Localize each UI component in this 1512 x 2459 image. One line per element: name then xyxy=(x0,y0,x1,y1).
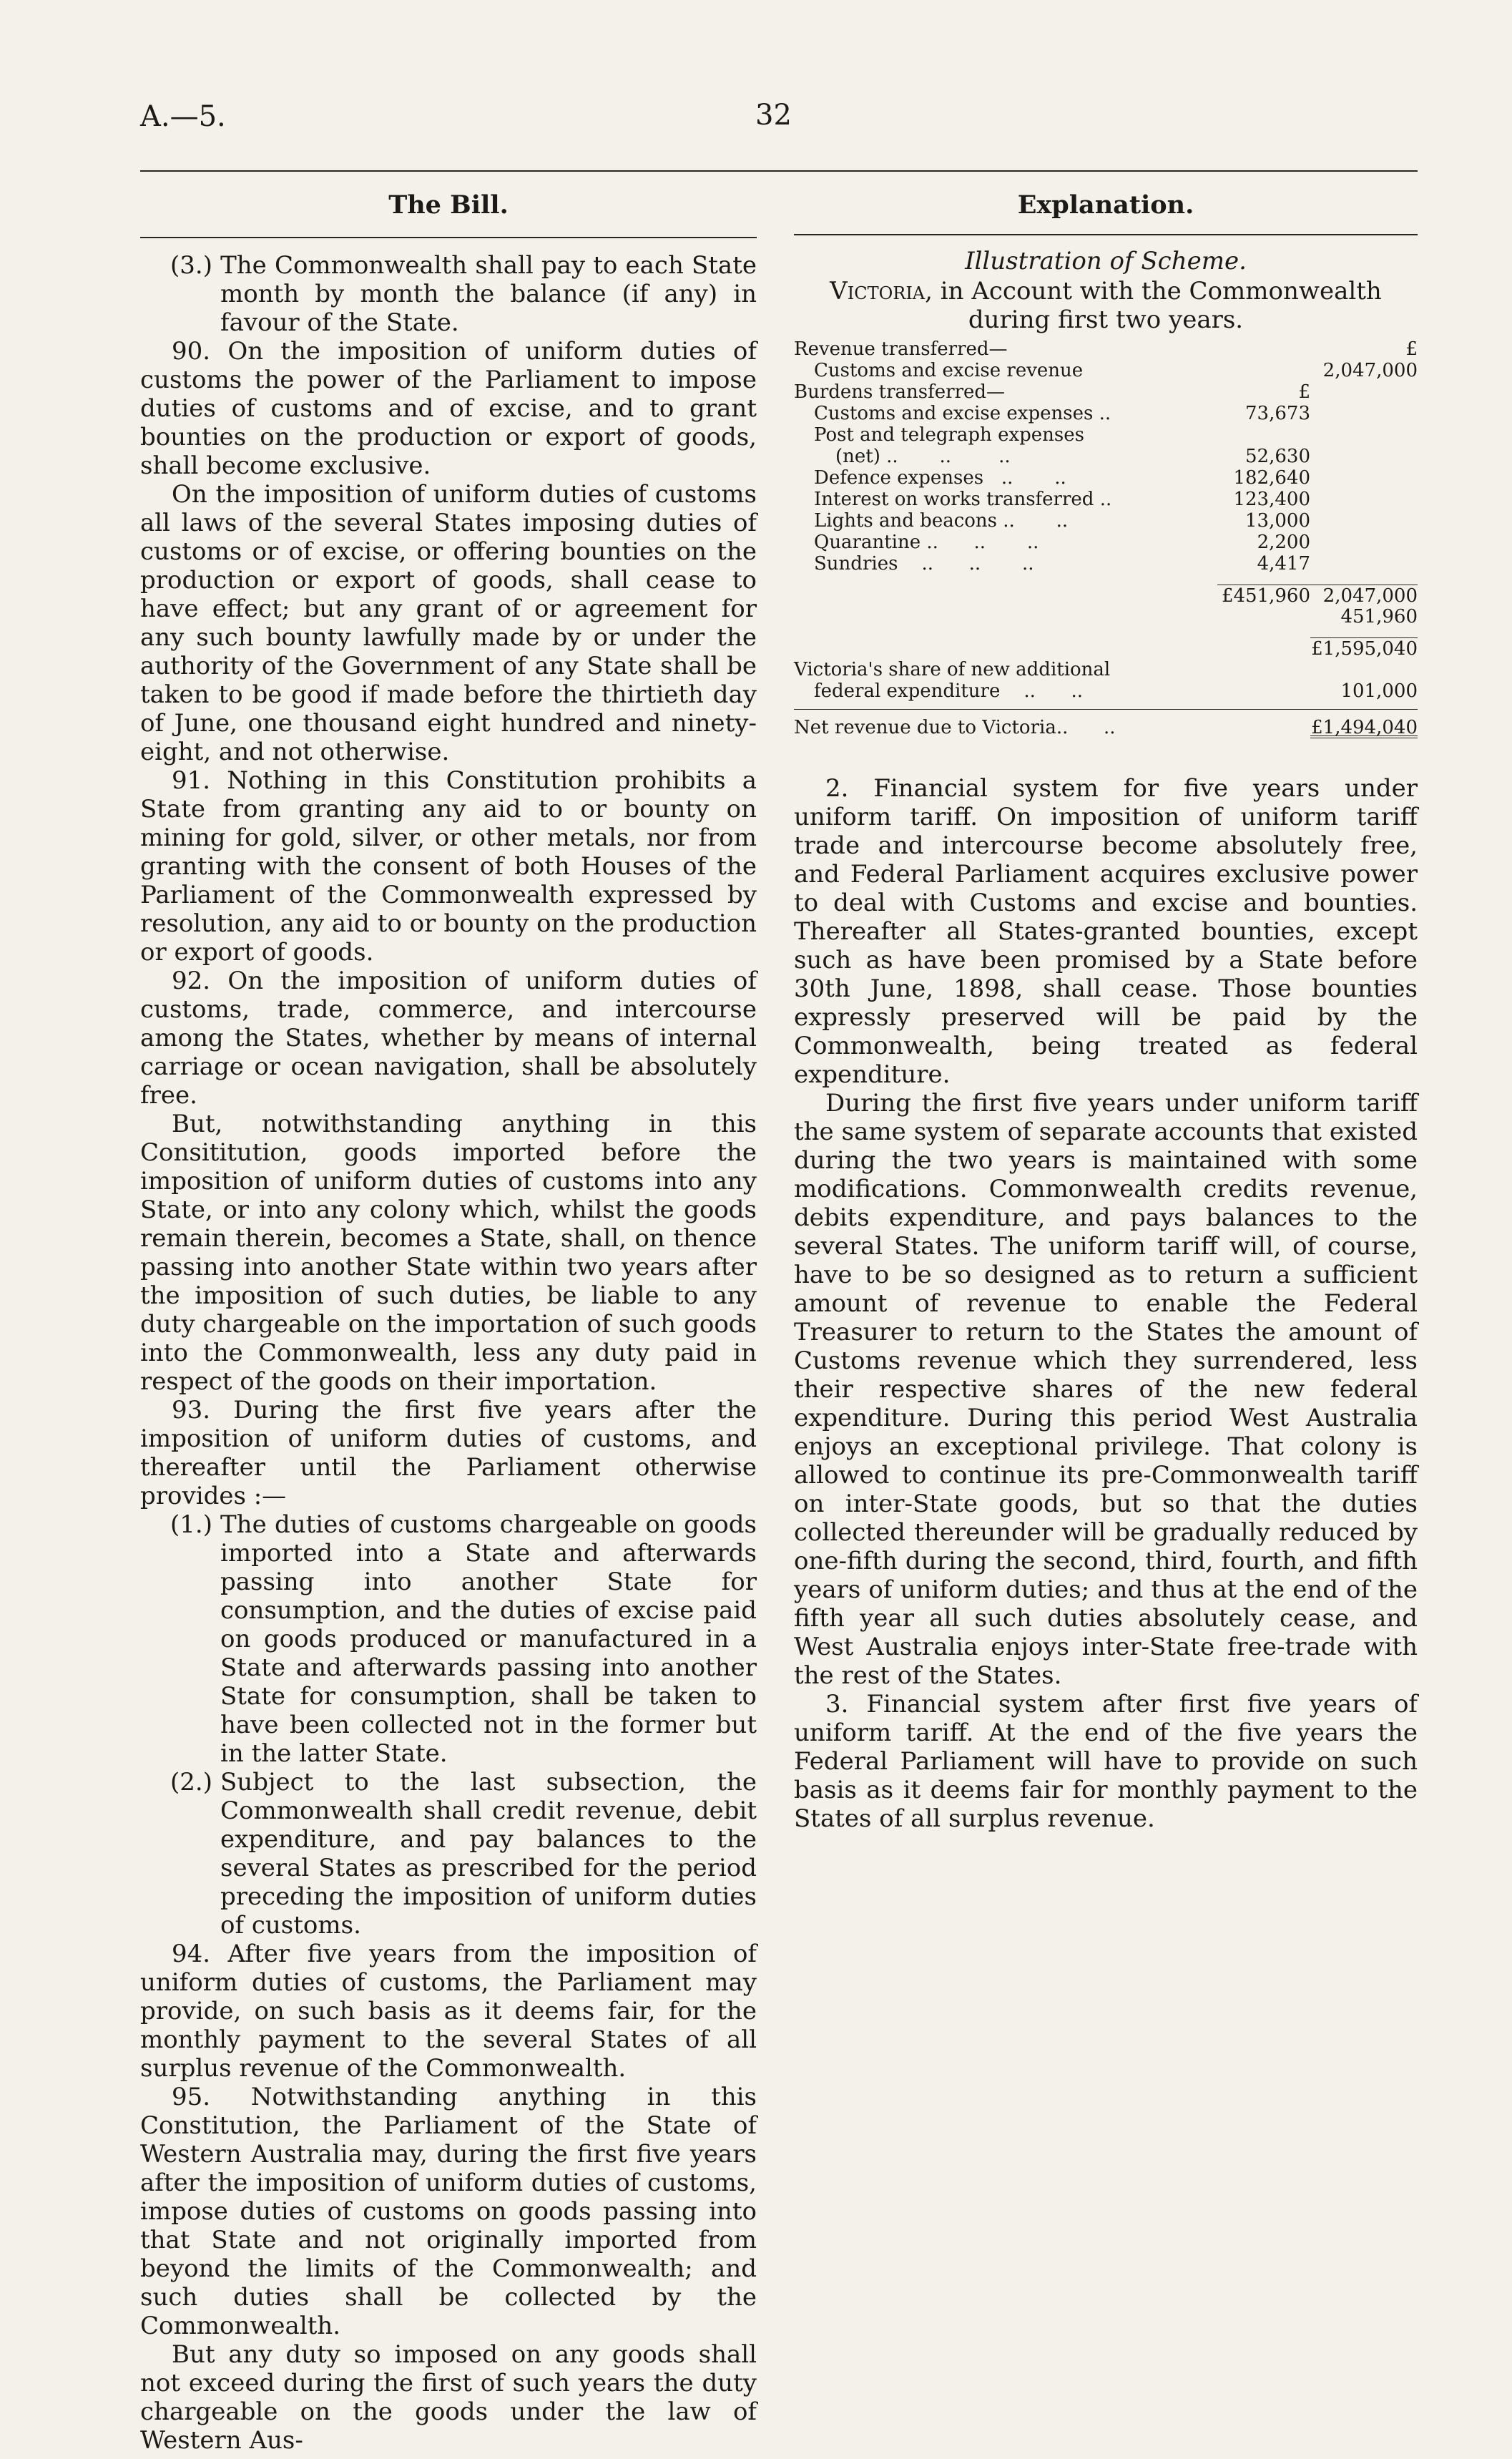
explanation-rule xyxy=(794,234,1418,235)
account-balance-row xyxy=(794,637,1418,659)
document-code: A.—5. xyxy=(140,100,226,133)
currency-symbol: £ xyxy=(1405,338,1418,360)
account-state: Victoria xyxy=(830,277,926,305)
account-label: Victoria's share of new additional xyxy=(794,659,1111,680)
account-label: Customs and excise expenses .. xyxy=(814,403,1111,424)
account-label: federal expenditure .. .. xyxy=(814,680,1084,702)
account-heading xyxy=(794,277,1418,305)
less-burdens: 451,960 xyxy=(1340,606,1418,627)
account-row xyxy=(794,381,1418,403)
explanation-para: 3. Financial system after first five years of uniform tariff. At the end of the five years the Federal Parliament will have to provide on such basis as it deems fair for monthly payment to the States of all surplus revenue. xyxy=(794,1690,1418,1833)
account-row xyxy=(794,446,1418,467)
explanation-text xyxy=(794,774,1418,1833)
illustration-title: Illustration of Scheme. xyxy=(965,247,1247,275)
account-value: 2,200 xyxy=(1257,532,1310,553)
account-period: during first two years. xyxy=(968,305,1244,334)
account-rule xyxy=(794,709,1418,710)
account-heading-rest: , in Account with the Commonwealth xyxy=(925,277,1382,305)
account-row xyxy=(794,489,1418,510)
net-value: £1,494,040 xyxy=(1311,717,1418,738)
account-label: Customs and excise revenue xyxy=(814,360,1084,381)
account-label: Interest on works transferred .. xyxy=(814,489,1112,510)
bill-column xyxy=(140,172,757,2455)
account-label: Sundries .. .. .. xyxy=(814,553,1034,575)
account-row xyxy=(794,680,1418,702)
account-row xyxy=(794,553,1418,575)
account-value xyxy=(1217,424,1310,446)
account-row xyxy=(794,338,1418,360)
total-revenue: 2,047,000 xyxy=(1310,585,1418,606)
account-label: Burdens transferred— xyxy=(794,381,1006,403)
bill-clause-90: 90. On the imposition of uniform duties of customs the power of the Parliament to impose duties of customs and of excise, and to grant bounties on the production or export of goods, shall become exclusive. xyxy=(140,337,757,480)
account-label: Net revenue due to Victoria.. .. xyxy=(794,717,1116,738)
account-value: 52,630 xyxy=(1245,446,1310,467)
bill-clause-93-sub-1 xyxy=(140,1510,757,1768)
explanation-heading: Explanation. xyxy=(1017,190,1194,220)
bill-clause-90-para: On the imposition of uniform duties of customs all laws of the several States imposing duties of customs or of excise, or offering bounties on the production or export of goods, shall cease to have effect; but any grant of or agreement for any such bounty lawfully made by or under the authority of the Government of any State shall be taken to be good if made before the thirtieth day of June, one thousand eight hundred and ninety-eight, and not otherwise. xyxy=(140,480,757,766)
page-number: 32 xyxy=(755,99,792,132)
bill-clause-95: 95. Notwithstanding anything in this Constitution, the Parliament of the State of Western Australia may, during the first five years after the imposition of uniform duties of customs, impose duties of customs on goods passing into that State and not originally imported from beyond the limits of the Commonwealth; and such duties shall be collected by the Commonwealth. xyxy=(140,2083,757,2340)
sub-text: Subject to the last subsection, the Commonwealth shall credit revenue, debit expenditure, and pay balances to the several States as prescribed for the period preceding the imposition of uniform duties of customs. xyxy=(220,1768,757,1940)
account-net-row xyxy=(794,717,1418,738)
account-row xyxy=(794,424,1418,446)
account-value: 13,000 xyxy=(1245,510,1310,532)
account-row xyxy=(794,403,1418,424)
account-row xyxy=(794,532,1418,553)
bill-clause-92: 92. On the imposition of uniform duties of customs, trade, commerce, and intercourse among the States, whether by means of internal carriage or ocean navigation, shall be absolutely free. xyxy=(140,967,757,1110)
bill-clause-93: 93. During the first five years after the imposition of uniform duties of customs, and thereafter until the Parliament otherwise provides :— xyxy=(140,1396,757,1510)
account-label: Lights and beacons .. .. xyxy=(814,510,1069,532)
account-row xyxy=(794,659,1418,680)
account-row xyxy=(794,606,1418,627)
account-label: Quarantine .. .. .. xyxy=(814,532,1039,553)
account-label: (net) .. .. .. xyxy=(835,446,1011,467)
account-row xyxy=(794,360,1418,381)
bill-clause-93-sub-2 xyxy=(140,1768,757,1940)
sub-number: (1.) xyxy=(170,1510,212,1539)
explanation-para: 2. Financial system for five years under uniform tariff. On imposition of uniform tariff trade and intercourse become absolutely free, and Federal Parliament acquires exclusive power to deal with Customs and excise and bounties. Thereafter all States-granted bounties, except such as have been promised by a State before 30th June, 1898, shall cease. Those bounties expressly preserved will be paid by the Commonwealth, being treated as federal expenditure. xyxy=(794,774,1418,1089)
bill-clause-91: 91. Nothing in this Constitution prohibits a State from granting any aid to or bounty on mining for gold, silver, or other metals, nor from granting with the consent of both Houses of the Parliament of the Commonwealth expressed by resolution, any aid to or bounty on the production or export of goods. xyxy=(140,766,757,967)
account-row xyxy=(794,467,1418,489)
account-value: 4,417 xyxy=(1257,553,1310,575)
bill-subsection-3: (3.) The Commonwealth shall pay to each State month by month the balance (if any) in favour of the State. xyxy=(170,251,757,337)
balance-value: £1,595,040 xyxy=(1311,638,1418,660)
account-label: Defence expenses .. .. xyxy=(814,467,1066,489)
account-label: Post and telegraph expenses xyxy=(814,424,1084,446)
sub-text: The duties of customs chargeable on goods imported into a State and afterwards passing into another State for consumption, and the duties of excise paid on goods produced or manufactured in a State and afterwards passing into another State for consumption, shall be taken to have been collected not in the former but in the latter State. xyxy=(220,1510,757,1768)
account-value: 182,640 xyxy=(1233,467,1310,489)
bill-heading: The Bill. xyxy=(140,172,757,238)
bill-clause-95-para: But any duty so imposed on any goods shall not exceed during the first of such years the duty chargeable on the goods under the law of Western Aus- xyxy=(140,2340,757,2455)
account-value: 2,047,000 xyxy=(1322,360,1418,381)
sub-number: (2.) xyxy=(170,1768,212,1796)
total-burdens: £451,960 xyxy=(1217,585,1310,606)
account-total-row xyxy=(794,585,1418,606)
account-row xyxy=(794,510,1418,532)
account-value: 73,673 xyxy=(1245,403,1310,424)
account-table xyxy=(794,338,1418,738)
currency-symbol: £ xyxy=(1298,381,1310,403)
explanation-para: During the first five years under uniform tariff the same system of separate accounts that existed during the two years is maintained with some modifications. Commonwealth credits revenue, debits expenditure, and pays balances to the several States. The uniform tariff will, of course, have to be so designed as to return a sufficient amount of revenue to enable the Federal Treasurer to return to the States the amount of Customs revenue which they surrendered, less their respective shares of the new federal expenditure. During this period West Australia enjoys an exceptional privilege. That colony is allowed to continue its pre-Commonwealth tariff on inter-State goods, but so that the duties collected thereunder will be gradually reduced by one-fifth during the second, third, fourth, and fifth years of uniform duties; and thus at the end of the fifth year all such duties absolutely cease, and West Australia enjoys inter-State free-trade with the rest of the States. xyxy=(794,1089,1418,1690)
account-label: Revenue transferred— xyxy=(794,338,1008,360)
bill-clause-94: 94. After five years from the imposition of uniform duties of customs, the Parliament may provide, on such basis as it deems fair, for the monthly payment to the several States of all surplus revenue of the Commonwealth. xyxy=(140,1940,757,2083)
account-value: 123,400 xyxy=(1233,489,1310,510)
share-value: 101,000 xyxy=(1340,680,1418,702)
explanation-column xyxy=(794,172,1418,1833)
bill-clause-92-para: But, notwithstanding anything in this Consititution, goods imported before the imposition of uniform duties of customs into any State, or into any colony which, whilst the goods remain therein, becomes a State, shall, on thence passing into another State within two years after the imposition of such duties, be liable to any duty chargeable on the importation of such goods into the Commonwealth, less any duty paid in respect of the goods on their importation. xyxy=(140,1110,757,1396)
